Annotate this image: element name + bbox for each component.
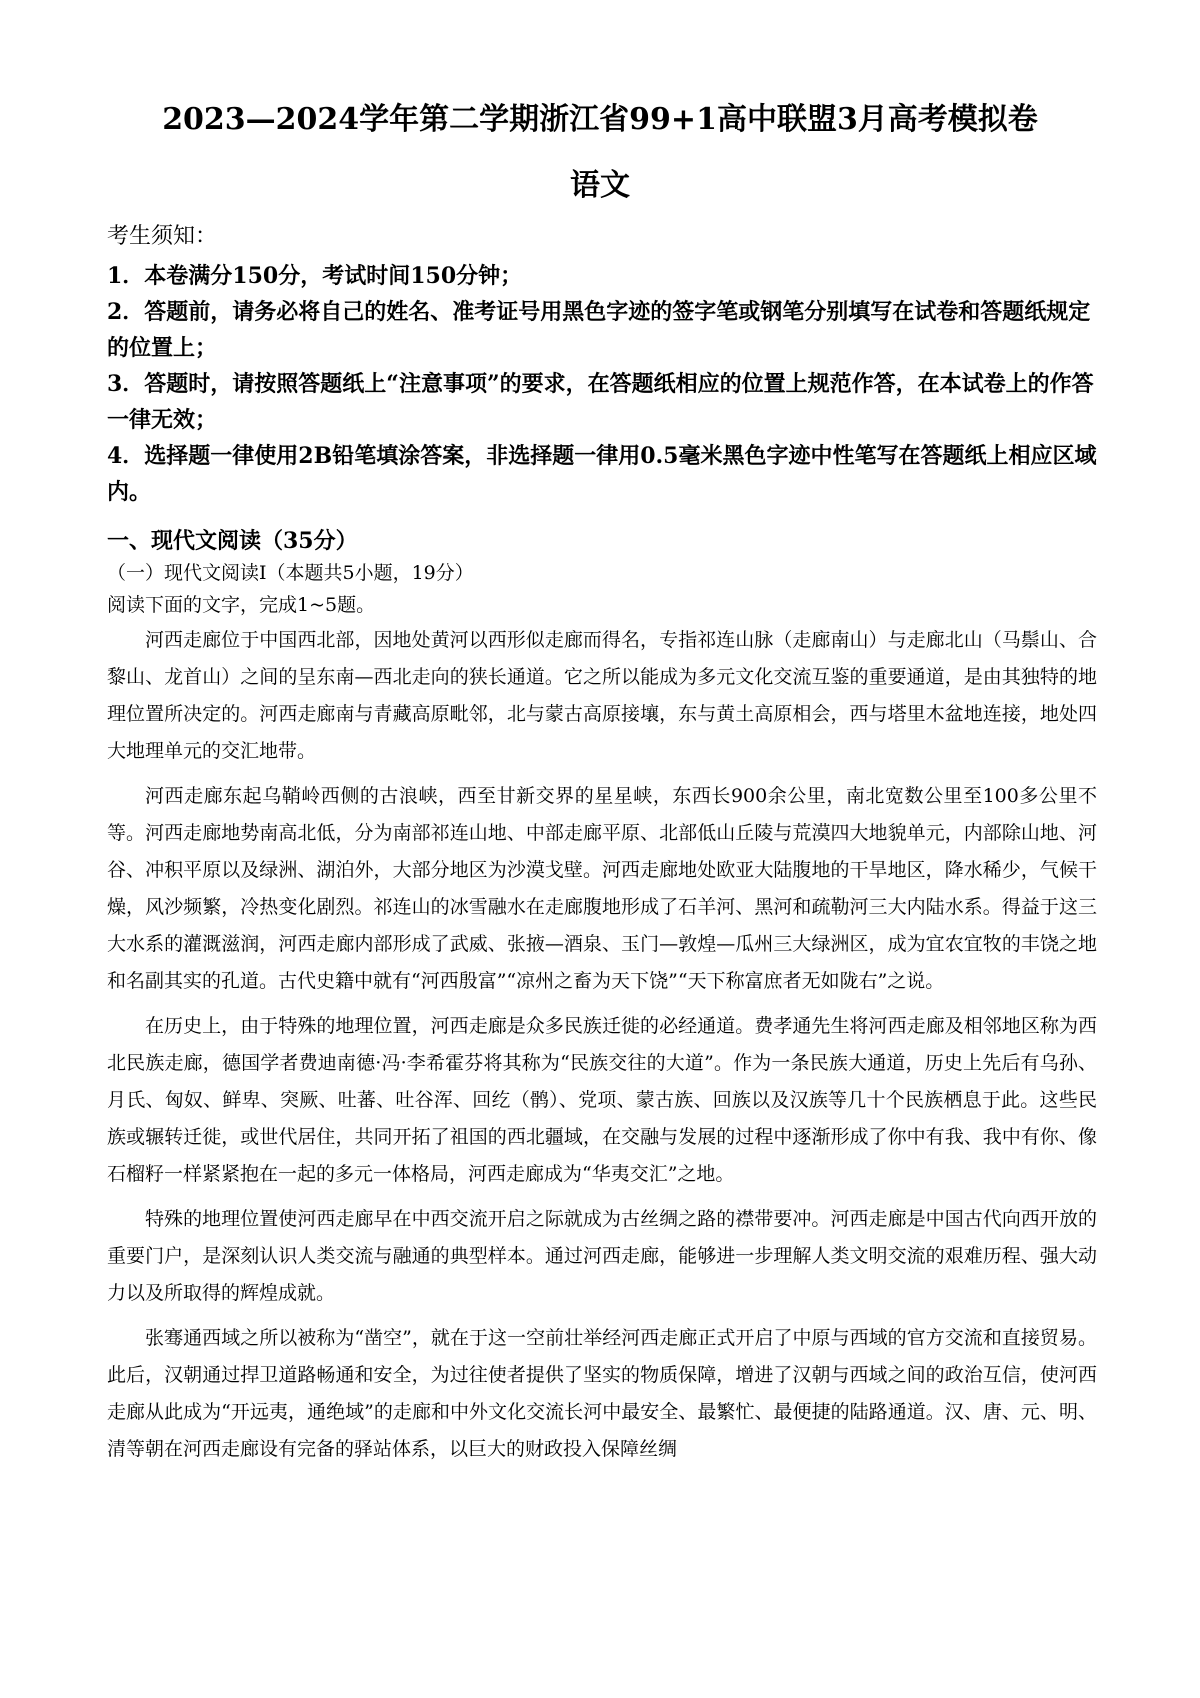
- passage-paragraph: 张骞通西域之所以被称为“凿空”，就在于这一空前壮举经河西走廊正式开启了中原与西域的官方交流和直接贸易。此后，汉朝通过捍卫道路畅通和安全，为过往使者提供了坚实的物质保障，增进了汉朝与西域之间的政治互信，使河西走廊从此成为“开远夷，通绝域”的走廊和中外文化交流长河中最安全、最繁忙、最便捷的陆路通道。汉、唐、元、明、清等朝在河西走廊设有完备的驿站体系，以巨大的财政投入保障丝绸: [107, 1327, 1097, 1460]
- section-subtitle: （一）现代文阅读Ⅰ（本题共5小题，19分）: [107, 562, 474, 584]
- passage-paragraph: 河西走廊东起乌鞘岭西侧的古浪峡，西至甘新交界的星星峡，东西长900余公里，南北宽数公里至100多公里不等。河西走廊地势南高北低，分为南部祁连山地、中部走廊平原、北部低山丘陵与荒漠四大地貌单元，内部除山地、河谷、冲积平原以及绿洲、湖泊外，大部分地区为沙漠戈壁。河西走廊地处欧亚大陆腹地的干旱地区，降水稀少，气候干燥，风沙频繁，冷热变化剧烈。祁连山的冰雪融水在走廊腹地形成了石羊河、黑河和疏勒河三大内陆水系。得益于这三大水系的灌溉滋润，河西走廊内部形成了武威、张掖—酒泉、玉门—敦煌—瓜州三大绿洲区，成为宜农宜牧的丰饶之地和名副其实的孔道。古代史籍中就有“河西殷富”“凉州之畜为天下饶”“天下称富庶者无如陇右”之说。: [107, 785, 1097, 992]
- passage-paragraph: 河西走廊位于中国西北部，因地处黄河以西形似走廊而得名，专指祁连山脉（走廊南山）与走廊北山（马鬃山、合黎山、龙首山）之间的呈东南—西北走向的狭长通道。它之所以能成为多元文化交流互鉴的重要通道，是由其独特的地理位置所决定的。河西走廊南与青藏高原毗邻，北与蒙古高原接壤，东与黄土高原相会，西与塔里木盆地连接，地处四大地理单元的交汇地带。: [107, 629, 1097, 762]
- notice-item: 4．选择题一律使用2B铅笔填涂答案，非选择题一律用0.5毫米黑色字迹中性笔写在答题纸上相应区域内。: [107, 443, 1097, 505]
- exam-notice: [107, 222, 1097, 510]
- notice-item: 1．本卷满分150分，考试时间150分钟；: [107, 263, 523, 289]
- exam-title: 2023—2024学年第二学期浙江省99+1高中联盟3月高考模拟卷: [162, 102, 1038, 137]
- reading-section: [107, 524, 1097, 1476]
- notice-item: 3．答题时，请按照答题纸上“注意事项”的要求，在答题纸相应的位置上规范作答，在本试卷上的作答一律无效；: [107, 371, 1094, 433]
- passage-paragraph: 特殊的地理位置使河西走廊早在中西交流开启之际就成为古丝绸之路的襟带要冲。河西走廊是中国古代向西开放的重要门户，是深刻认识人类交流与融通的典型样本。通过河西走廊，能够进一步理解人类文明交流的艰难历程、强大动力以及所取得的辉煌成就。: [107, 1208, 1097, 1304]
- section-title: 一、现代文阅读（35分）: [107, 528, 358, 554]
- notice-heading: 考生须知：: [107, 224, 218, 249]
- passage-paragraph: 在历史上，由于特殊的地理位置，河西走廊是众多民族迁徙的必经通道。费孝通先生将河西走廊及相邻地区称为西北民族走廊，德国学者费迪南德·冯·李希霍芬将其称为“民族交往的大道”。作为一条民族大通道，历史上先后有乌孙、月氏、匈奴、鲜卑、突厥、吐蕃、吐谷浑、回纥（鹘）、党项、蒙古族、回族以及汉族等几十个民族栖息于此。这些民族或辗转迁徙，或世代居住，共同开拓了祖国的西北疆域，在交融与发展的过程中逐渐形成了你中有我、我中有你、像石榴籽一样紧紧抱在一起的多元一体格局，河西走廊成为“华夷交汇”之地。: [107, 1015, 1097, 1185]
- subject-title: 语文: [570, 168, 630, 203]
- notice-item: 2．答题前，请务必将自己的姓名、准考证号用黑色字迹的签字笔或钢笔分别填写在试卷和答题纸规定的位置上；: [107, 299, 1091, 361]
- section-instruction: 阅读下面的文字，完成1~5题。: [107, 594, 376, 616]
